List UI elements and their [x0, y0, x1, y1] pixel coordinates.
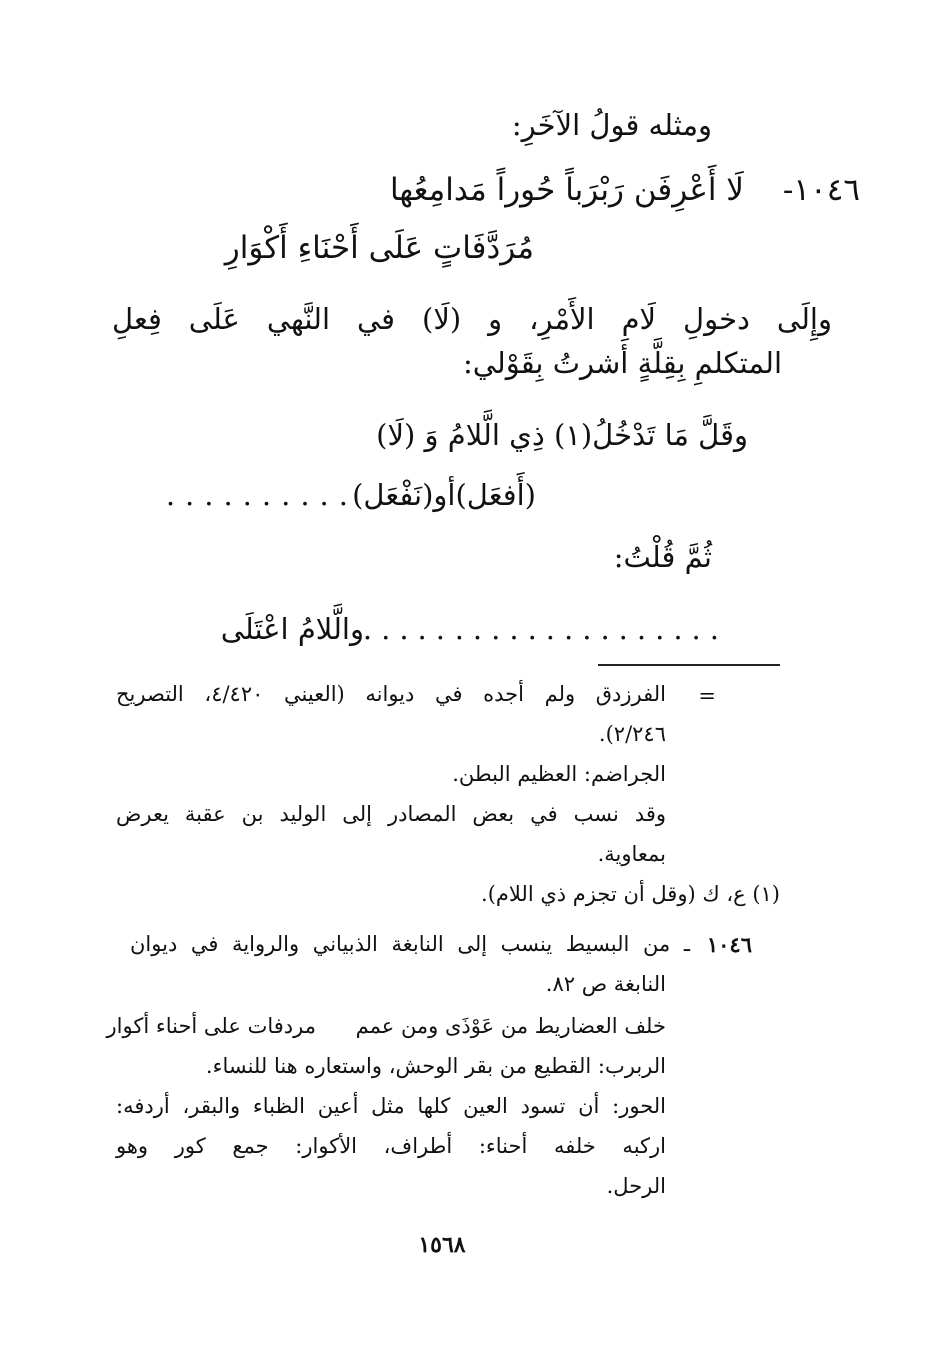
footnote-2: (١) ع، ك (وقل أن تجزم ذي اللام). — [481, 882, 780, 906]
footnote-1-line-2: ٢/٢٤٦). — [598, 722, 666, 746]
footnote-3-verse-2: مردفات على أحناء أكوار — [106, 1014, 316, 1038]
nazm-line-2: (أَفعَل)أو(نَفْعَل) — [352, 478, 536, 512]
footnote-1-line-5: بمعاوية. — [597, 842, 666, 866]
footnote-3-line-3: الربرب: القطيع من بقر الوحش، واستعاره هنا للنساء. — [205, 1054, 666, 1078]
footnote-3-number: ١٠٤٦ — [706, 932, 752, 957]
nazm-line-3: والَّلامُ اعْتَلَى — [220, 612, 364, 646]
footnote-continuation-mark: = — [698, 684, 716, 708]
nazm-line-3-dots-b: ............... — [454, 612, 728, 646]
nazm-line-2-dots: .......... — [165, 478, 358, 512]
nazm-line-1: وقَلَّ مَا تَدْخُلُ(١) ذِي الَّلامُ وَ (لَا) — [376, 418, 748, 452]
verse-hemistich-1: لَا أَعْرِفَن رَبْرَباً حُوراً مَدامِعُها — [389, 172, 744, 208]
footnote-separator — [598, 664, 780, 666]
footnote-3-line-4: الحور: أن تسود العين كلها مثل أعين الظباء والبقر، أردفه: — [116, 1094, 666, 1118]
footnote-3-line-2: النابغة ص ٨٢. — [545, 972, 666, 996]
nazm-line-3-dots-a: ..... — [362, 612, 454, 646]
footnote-1-line-3: الجراضم: العظيم البطن. — [452, 762, 666, 786]
footnote-3-line-5: اركبه خلفه أحناء: أطراف، الأكوار: جمع كور وهو — [116, 1134, 666, 1158]
verse-hemistich-2: مُرَدَّفَاتٍ عَلَى أَحْنَاءِ أَكْوَارِ — [224, 230, 534, 266]
page-number: ١٥٦٨ — [418, 1232, 466, 1258]
footnote-3-line-1: ـ من البسيط ينسب إلى النابغة الذبياني والرواية في ديوان — [130, 932, 690, 956]
paragraph-line-1: وإِلَى دخولِ لَامِ الأَمْرِ، و (لَا) في النَّهي عَلَى فِعلِ — [112, 302, 832, 336]
verse-number: ١٠٤٦- — [782, 172, 860, 208]
footnote-1-line-1: الفرزدق ولم أجده في ديوانه (العيني ٤/٤٢٠، التصريح — [116, 682, 666, 706]
footnote-1-line-4: وقد نسب في بعض المصادر إلى الوليد بن عقبة يعرض — [116, 802, 666, 826]
footnote-3-line-6: الرحل. — [606, 1174, 666, 1198]
footnote-3-verse-1: خلف العضاريط من عَوْذَى ومن عمم — [355, 1014, 666, 1038]
thumma-qultu: ثُمَّ قُلْتُ: — [613, 540, 712, 574]
intro-line: ومثله قولُ الآخَرِ: — [511, 108, 712, 142]
paragraph-line-2: المتكلمِ بِقِلَّةٍ أشرتُ بِقَوْلي: — [462, 346, 782, 380]
